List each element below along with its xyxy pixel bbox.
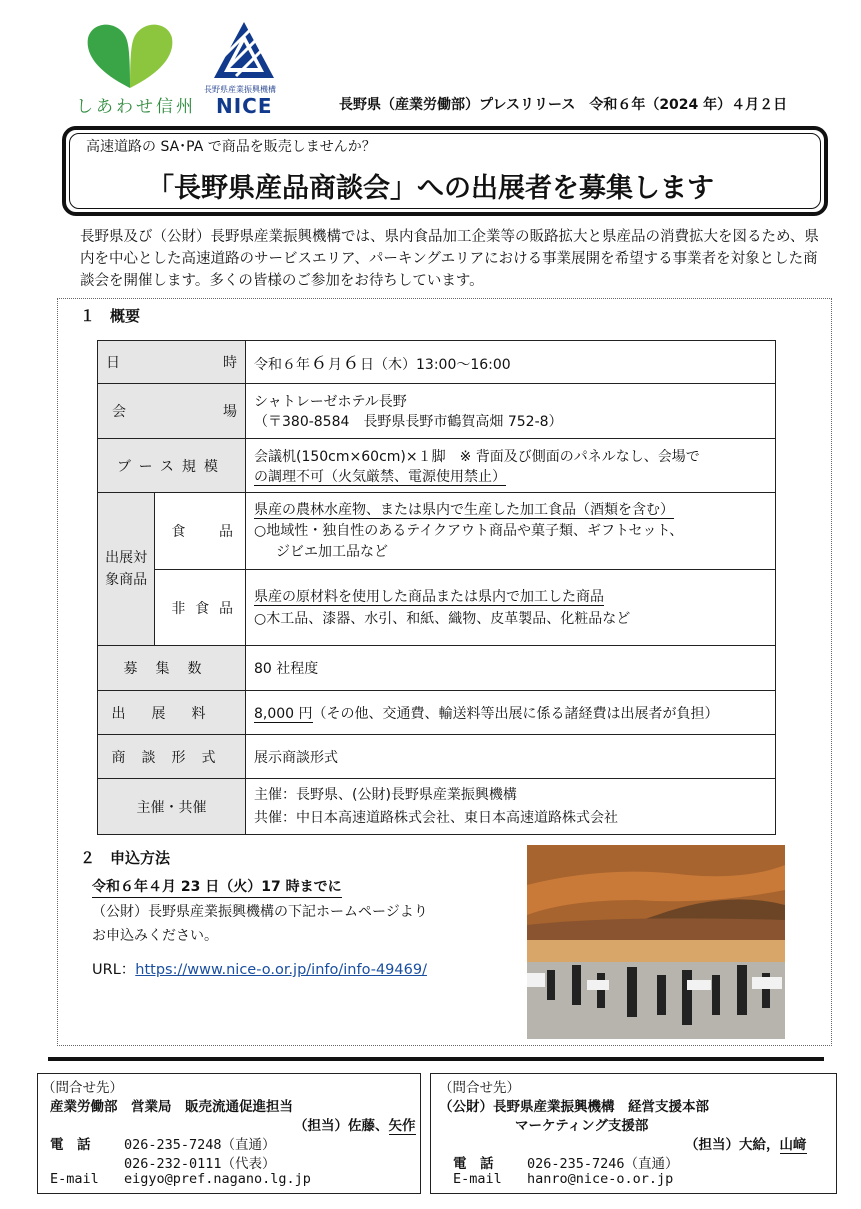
- intro-paragraph: 長野県及び（公財）長野県産業振興機構では、県内食品加工企業等の販路拡大と県産品の消費拡大を図るため、県内を中心とした高速道路のサービスエリア、パーキングエリアにおける事業展開を希望する事業者を対象とした商談会を開催します。多くの皆様のご参加をお待ちしています。: [80, 229, 819, 289]
- nice-org-name: 長野県産業振興機構: [204, 85, 276, 94]
- recruit-value: 80 社程度: [246, 646, 776, 691]
- table-row: 主催・共催 主催：長野県、(公財)長野県産業振興機構 共催：中日本高速道路株式会社、東日本高速道路株式会社: [98, 779, 776, 835]
- fee-value: 8,000 円（その他、交通費、輸送料等出展に係る諸経費は出展者が負担）: [246, 691, 776, 735]
- table-row: 商談形式 展示商談形式: [98, 735, 776, 779]
- page-title: 「長野県産品商談会」への出展者を募集します: [147, 173, 714, 204]
- heart-leaf-icon: [80, 18, 180, 90]
- nonfood-value: 県産の原材料を使用した商品または県内で加工した商品 ○木工品、漆器、水引、和紙、織物、皮革製品、化粧品など: [246, 570, 776, 646]
- nice-logo: [202, 20, 292, 118]
- shinshu-logo-text: しあわせ信州: [76, 97, 196, 117]
- table-row: ブース規模 会議机(150cm×60cm)×１脚 ※ 背面及び側面のパネルなし、会場で の調理不可（火気厳禁、電源使用禁止）: [98, 439, 776, 493]
- deadline-text: 令和６年４月 23 日（火）17 時までに: [92, 876, 342, 898]
- contact-box-right: （問合せ先） （公財）長野県産業振興機構 経営支援本部 マーケティング支援部 （担当）大給，山﨑 電 話 026-235-7246（直通） E-mail hanro@nice-o.or.jp: [430, 1073, 837, 1194]
- table-row: 募集数 80 社程度: [98, 646, 776, 691]
- press-release-header: 長野県（産業労働部）プレスリリース 令和６年（2024 年）４月２日: [339, 97, 788, 113]
- format-value: 展示商談形式: [246, 735, 776, 779]
- url-line: URL：https://www.nice-o.or.jp/info/info-49469/: [92, 962, 427, 978]
- date-value: 令和６年６月６日（木）13:00～16:00: [246, 341, 776, 384]
- contact-email-right[interactable]: hanro@nice-o.or.jp: [527, 1171, 674, 1187]
- host-value: 主催：長野県、(公財)長野県産業振興機構 共催：中日本高速道路株式会社、東日本高速道路株式会社: [246, 779, 776, 835]
- table-row: 出展対 象商品 食 品 県産の農林水産物、または県内で生産した加工食品（酒類を含む） ○地域性・独自性のあるテイクアウト商品や菓子類、ギフトセット、 ジビエ加工品など: [98, 493, 776, 570]
- table-row: 会 場 シャトレーゼホテル長野 （〒380-8584 長野県長野市鶴賀高畑 752-8）: [98, 384, 776, 439]
- section-1-heading: １ 概要: [80, 307, 141, 325]
- section-2-heading: ２ 申込方法: [80, 849, 171, 867]
- booth-value: 会議机(150cm×60cm)×１脚 ※ 背面及び側面のパネルなし、会場で の調理不可（火気厳禁、電源使用禁止）: [246, 439, 776, 493]
- contact-email-left[interactable]: eigyo@pref.nagano.lg.jp: [124, 1171, 311, 1187]
- venue-value: シャトレーゼホテル長野 （〒380-8584 長野県長野市鶴賀高畑 752-8）: [246, 384, 776, 439]
- table-row: 出展料 8,000 円（その他、交通費、輸送料等出展に係る諸経費は出展者が負担）: [98, 691, 776, 735]
- shinshu-logo: [76, 18, 196, 118]
- table-row: 非 食 品 県産の原材料を使用した商品または県内で加工した商品 ○木工品、漆器、水引、和紙、織物、皮革製品、化粧品など: [98, 570, 776, 646]
- apply-url-link[interactable]: https://www.nice-o.or.jp/info/info-49469/: [135, 962, 427, 978]
- contact-box-left: （問合せ先） 産業労働部 営業局 販売流通促進担当 （担当）佐藤、矢作 電 話 026-235-7248（直通） 026-232-0111（代表） E-mail eigyo@pref.nagano.lg.jp: [37, 1073, 421, 1194]
- subtitle: 高速道路の SA･PA で商品を販売しませんか？: [86, 139, 376, 155]
- overview-table: [97, 340, 776, 835]
- food-value: 県産の農林水産物、または県内で生産した加工食品（酒類を含む） ○地域性・独自性のあるテイクアウト商品や菓子類、ギフトセット、 ジビエ加工品など: [246, 493, 776, 570]
- nice-wordmark: NICE: [216, 94, 273, 118]
- divider: [48, 1057, 824, 1061]
- nice-emblem-icon: [212, 20, 276, 80]
- apply-instructions: （公財）長野県産業振興機構の下記ホームページより お申込みください。: [92, 904, 428, 944]
- table-row: 日 時 令和６年６月６日（木）13:00～16:00: [98, 341, 776, 384]
- event-hall-photo: [527, 845, 785, 1039]
